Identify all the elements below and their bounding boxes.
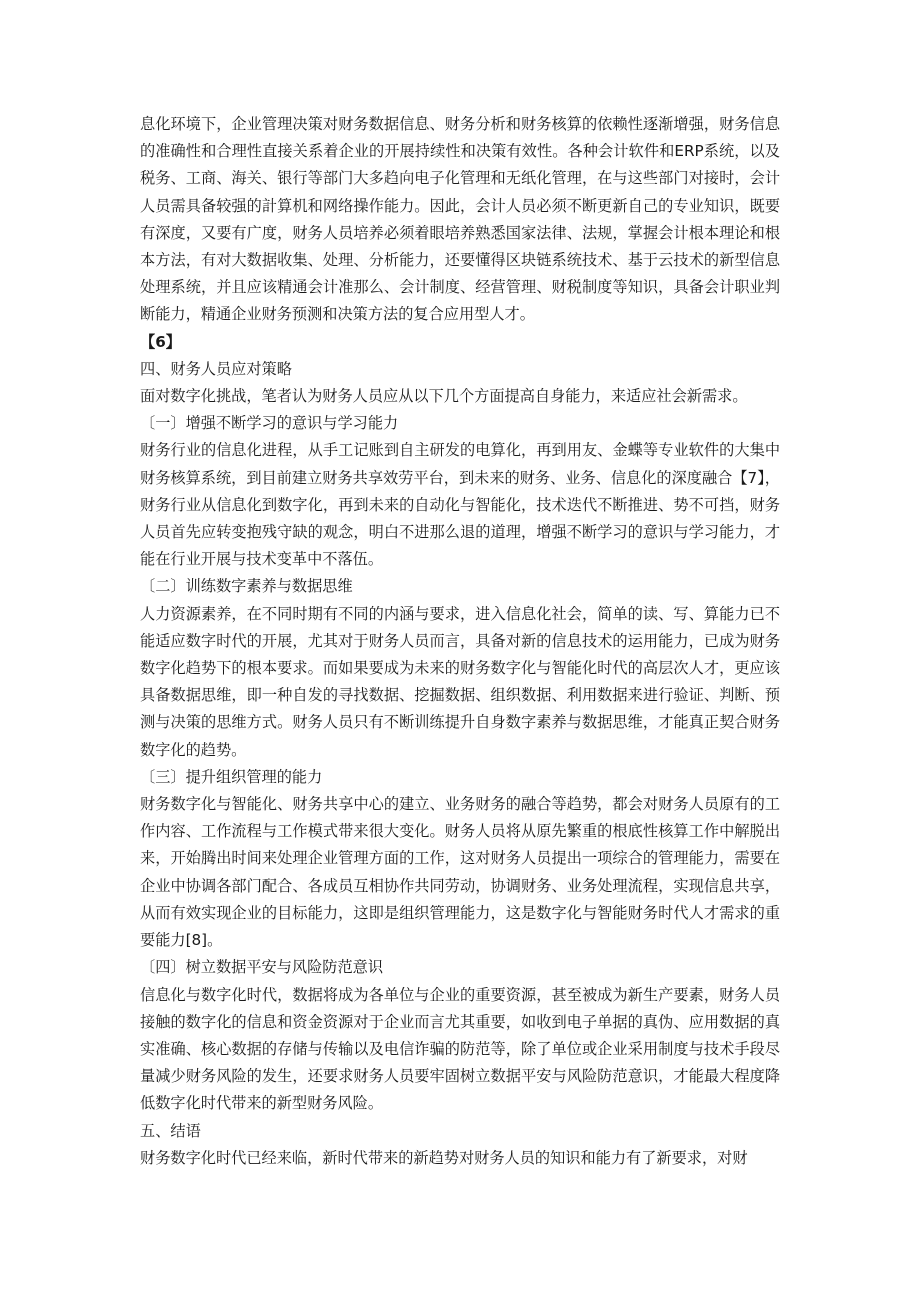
- para-info-environment: 息化环境下，企业管理决策对财务数据信息、财务分析和财务核算的依赖性逐渐增强，财务信息的准确性和合理性直接关系着企业的开展持续性和决策有效性。各种会计软件和ERP系统，以及税务、工商、海关、银行等部门大多趋向电子化管理和无纸化管理，在与这些部门对接时，会计人员需具备较强的計算机和网络操作能力。因此，会计人员必须不断更新自己的专业知识，既要有深度，又要有广度，财务人员培养必须着眼培养熟悉国家法律、法规，掌握会计根本理论和根本方法，有对大数据收集、处理、分析能力，还要懂得区块链系统技术、基于云技术的新型信息处理系统，并且应该精通会计准那么、会计制度、经营管理、财税制度等知识，具备会计职业判断能力，精通企业财务预测和决策方法的复合应用型人才。: [140, 115, 780, 324]
- para-data-security: 信息化与数字化时代，数据将成为各单位与企业的重要资源，甚至被成为新生产要素，财务人员接触的数字化的信息和资金资源对于企业而言尤其重要，如收到电子单据的真伪、应用数据的真实准确、核心数据的存储与传输以及电信诈骗的防范等，除了单位或企业采用制度与技术手段尽量减少财务风险的发生，还要求财务人员要牢固树立数据平安与风险防范意识，才能最大程度降低数字化时代带来的新型财务风险。: [140, 985, 780, 1113]
- subsection-heading-2: 〔二〕训练数字素养与数据思维: [140, 577, 353, 596]
- subsection-heading-1: 〔一〕增强不断学习的意识与学习能力: [140, 414, 399, 433]
- para-conclusion: 财务数字化时代已经来临，新时代带来的新趋势对财务人员的知识和能力有了新要求，对财: [140, 1148, 748, 1167]
- citation-6: 【6】: [140, 332, 181, 351]
- subsection-heading-3: 〔三〕提升组织管理的能力: [140, 767, 323, 786]
- section-heading-4: 四、财务人员应对策略: [140, 359, 292, 378]
- para-continuous-learning: 财务行业的信息化进程，从手工记账到自主研发的电算化，再到用友、金蝶等专业软件的大集中财务核算系统，到目前建立财务共享效劳平台，到未来的财务、业务、信息化的深度融合【7】，财务行业从信息化到数字化，再到未来的自动化与智能化，技术迭代不断推进、势不可挡，财务人员首先应转变抱残守缺的观念，明白不进那么退的道理，增强不断学习的意识与学习能力，才能在行业开展与技术变革中不落伍。: [140, 441, 780, 569]
- para-strategy-intro: 面对数字化挑战，笔者认为财务人员应从以下几个方面提高自身能力，来适应社会新需求。: [140, 387, 748, 406]
- section-heading-5: 五、结语: [140, 1121, 201, 1140]
- subsection-heading-4: 〔四〕树立数据平安与风险防范意识: [140, 958, 383, 977]
- document-body: [140, 111, 780, 1172]
- para-digital-literacy: 人力资源素养，在不同时期有不同的内涵与要求，进入信息化社会，简单的读、写、算能力已不能适应数字时代的开展，尤其对于财务人员而言，具备对新的信息技术的运用能力，已成为财务数字化趋势下的根本要求。而如果要成为未来的财务数字化与智能化时代的高层次人才，更应该具备数据思维，即一种自发的寻找数据、挖掘数据、组织数据、利用数据来进行验证、判断、预测与决策的思维方式。财务人员只有不断训练提升自身数字素养与数据思维，才能真正契合财务数字化的趋势。: [140, 604, 780, 759]
- para-organization-management: 财务数字化与智能化、财务共享中心的建立、业务财务的融合等趋势，都会对财务人员原有的工作内容、工作流程与工作模式带来很大变化。财务人员将从原先繁重的根底性核算工作中解脱出来，开始腾出时间来处理企业管理方面的工作，这对财务人员提出一项综合的管理能力，需要在企业中协调各部门配合、各成员互相协作共同劳动，协调财务、业务处理流程，实现信息共享，从而有效实现企业的目标能力，这即是组织管理能力，这是数字化与智能财务时代人才需求的重要能力[8]。: [140, 795, 780, 950]
